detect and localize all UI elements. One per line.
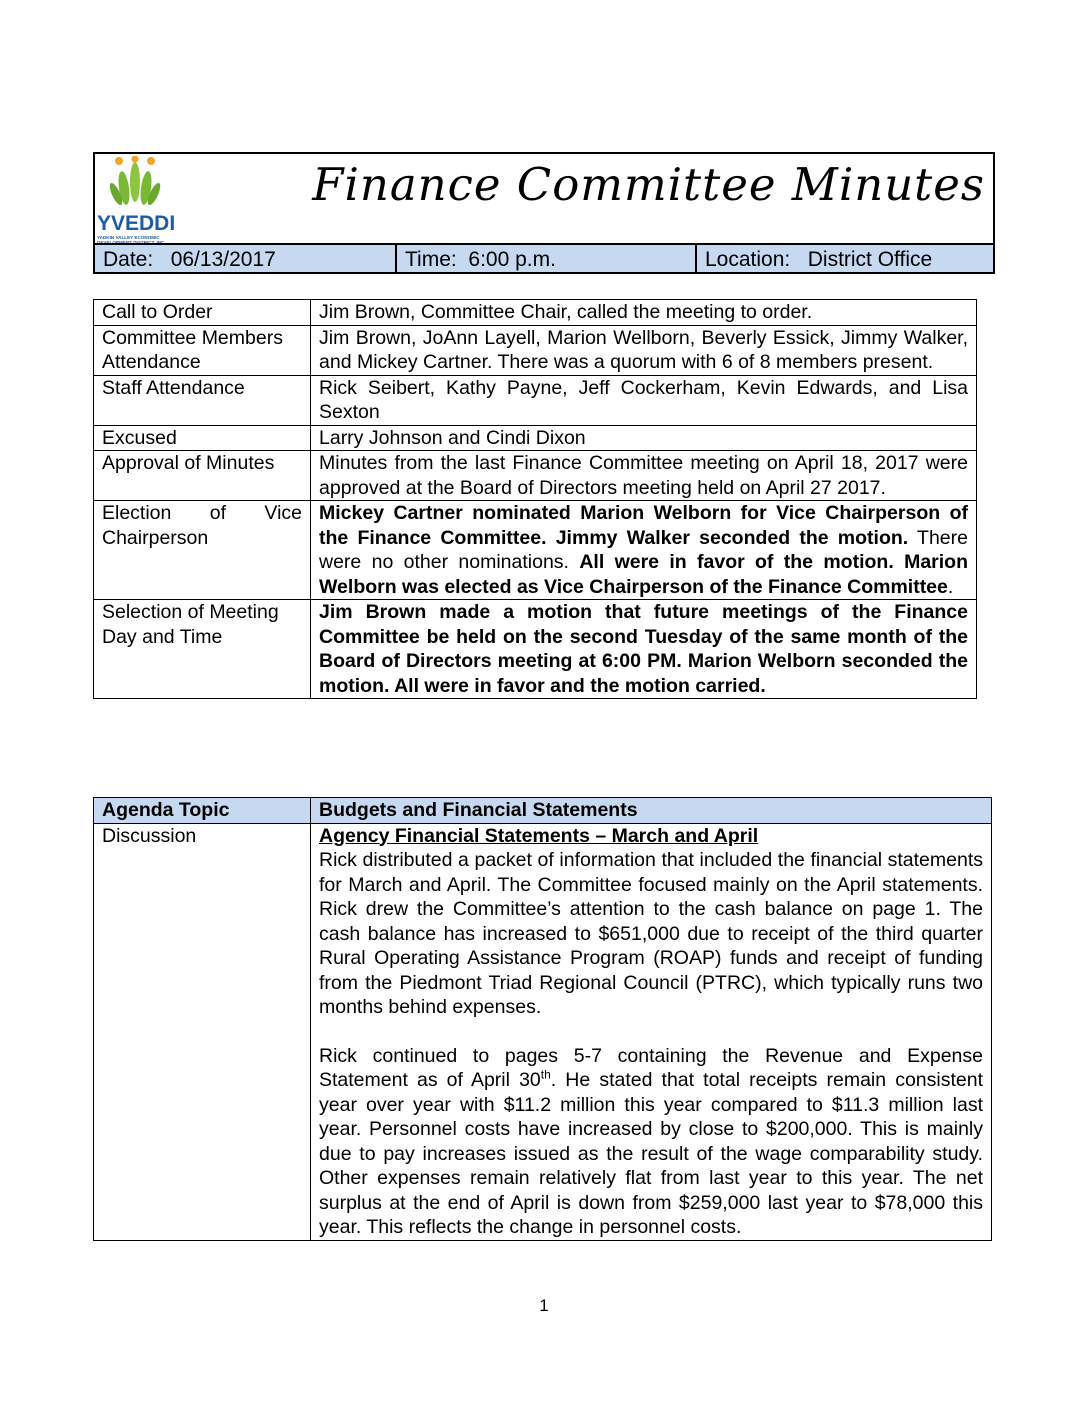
table-row [94, 375, 977, 425]
paragraph-spacer [319, 1020, 983, 1044]
table-row [94, 501, 977, 600]
row-label: Election of Vice Chairperson [94, 501, 311, 600]
meeting-info-row [93, 243, 995, 274]
row-text: Rick Seibert, Kathy Payne, Jeff Cockerham, Kevin Edwards, and Lisa Sexton [311, 375, 977, 425]
discussion-paragraph-1: Rick distributed a packet of information that included the financial statements for March and April. The Committee focused mainly on the April statements. Rick drew the Committee’s attention to the cash balance on page 1. The cash balance has increased to $651,000 due to receipt of the third quarter Rural Operating Assistance Program (ROAP) funds and receipt of funding from the Piedmont Triad Regional Council (PTRC), which typically runs two months behind expenses. [319, 849, 983, 1018]
agenda-table [93, 797, 992, 1241]
row-text: Jim Brown, Committee Chair, called the meeting to order. [311, 300, 977, 326]
paragraph-2-end: . He stated that total receipts remain consistent year over year with $11.2 million this year compared to $11.3 million last year. Personnel costs have increased by close to $200,000. This is mainly due to pay increases issued as the result of the wage comparability study. Other expenses remain relatively flat from last year to this year. The net surplus at the end of April is down from $259,000 last year to $78,000 this year. This reflects the change in personnel costs. [319, 1069, 983, 1238]
agenda-header-row [94, 798, 992, 824]
row-label: Selection of Meeting Day and Time [94, 600, 311, 699]
row-text: Larry Johnson and Cindi Dixon [311, 425, 977, 451]
agenda-discussion-row [94, 823, 992, 1240]
row-label: Excused [94, 425, 311, 451]
row-label: Approval of Minutes [94, 451, 311, 501]
row-text: Jim Brown made a motion that future meetings of the Finance Committee be held on the second Tuesday of the same month of the Board of Directors meeting at 6:00 PM. Marion Welborn seconded the motion. All were in favor and the motion carried. [311, 600, 977, 699]
row-text [311, 501, 977, 600]
header-box [93, 152, 995, 245]
table-row [94, 451, 977, 501]
minutes-table [93, 299, 977, 699]
discussion-label: Discussion [94, 823, 311, 1240]
row-label: Call to Order [94, 300, 311, 326]
row-text: Minutes from the last Finance Committee meeting on April 18, 2017 were approved at the Board of Directors meeting held on April 27 2017. [311, 451, 977, 501]
agenda-topic-label: Agenda Topic [94, 798, 311, 824]
paragraph-2-start: Rick continued to pages 5-7 containing the Revenue and Expense Statement as of April 30 [319, 1044, 983, 1091]
table-row [94, 600, 977, 699]
discussion-subheading: Agency Financial Statements – March and April [319, 824, 759, 847]
election-bold-text-1: Mickey Cartner nominated Marion Welborn for Vice Chairperson of the Finance Committee. Jimmy Walker seconded the motion. [319, 502, 968, 549]
ordinal-suffix: th [540, 1067, 551, 1082]
logo-subtext: YADKIN VALLEY ECONOMIC [97, 235, 160, 240]
meeting-time: Time: 6:00 p.m. [397, 245, 697, 272]
page-number: 1 [539, 1296, 549, 1315]
document-title: Finance Committee Minutes [312, 158, 985, 211]
discussion-paragraph-2 [319, 1044, 983, 1240]
table-row [94, 300, 977, 326]
election-bold-text-2: All were in favor of the motion. Marion Welborn was elected as Vice Chairperson of the Finance Committee [319, 551, 969, 598]
meeting-location: Location: District Office [705, 248, 933, 271]
meeting-date: Date: 06/13/2017 [95, 245, 397, 272]
agenda-topic: Budgets and Financial Statements [311, 798, 992, 824]
logo-text: YVEDDI [97, 212, 176, 235]
discussion-content [311, 823, 992, 1240]
row-label: Staff Attendance [94, 375, 311, 425]
election-normal-text: There were no other nominations. [319, 526, 968, 573]
row-text: Jim Brown, JoAnn Layell, Marion Wellborn, Beverly Essick, Jimmy Walker, and Mickey Cartner. There was a quorum with 6 of 8 members present. [311, 325, 977, 375]
election-end-text: . [947, 575, 954, 598]
table-row [94, 425, 977, 451]
yveddi-logo [97, 156, 187, 244]
sprout-logo-icon [97, 156, 187, 216]
row-label: Committee Members Attendance [94, 325, 311, 375]
table-row [94, 325, 977, 375]
